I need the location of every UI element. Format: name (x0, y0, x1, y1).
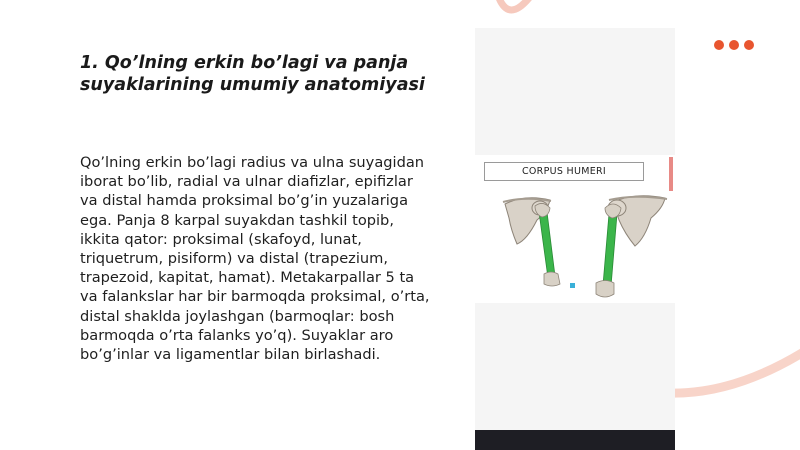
left-humerus-shaft (539, 212, 555, 278)
dot-icon (744, 40, 754, 50)
dot-icon (729, 40, 739, 50)
image-accent-bar (669, 157, 673, 191)
right-humerus-distal (596, 281, 614, 298)
menu-dots-decoration (714, 40, 754, 50)
right-humerus-shaft (603, 214, 617, 286)
image-marker (570, 283, 575, 288)
slide-title: 1. Qo’lning erkin bo’lagi va panja suyaklarining umumiy anatomiyasi (80, 53, 425, 95)
image-footer-bar (475, 430, 675, 450)
humerus-illustration (495, 190, 675, 302)
top-swoosh-decoration (495, 0, 555, 20)
left-humerus-distal (544, 272, 560, 286)
dot-icon (714, 40, 724, 50)
slide-body-text: Qo’lning erkin bo’lagi radius va ulna suyagidan iborat bo’lib, radial va ulnar diafizlar, epifizlar va distal hamda proksimal bo’g’in yuzalariga ega. Panja 8 karpal suyakdan tashkil topib, ikkita qator: proksimal (skafoyd, lunat, triquetrum, pisiform) va distal (trapezium, trapezoid, kapitat, hamat). Metakarpallar 5 ta va falankslar har bir barmoqda proksimal, o’rta, distal shaklda joylashgan (barmoqlar: bosh barmoqda o’rta falanks yo’q). Suyaklar aro bo’g’inlar va ligamentlar bilan birlashadi. (80, 154, 430, 364)
right-scapula-illustration (608, 196, 667, 246)
image-label: CORPUS HUMERI (484, 162, 644, 181)
